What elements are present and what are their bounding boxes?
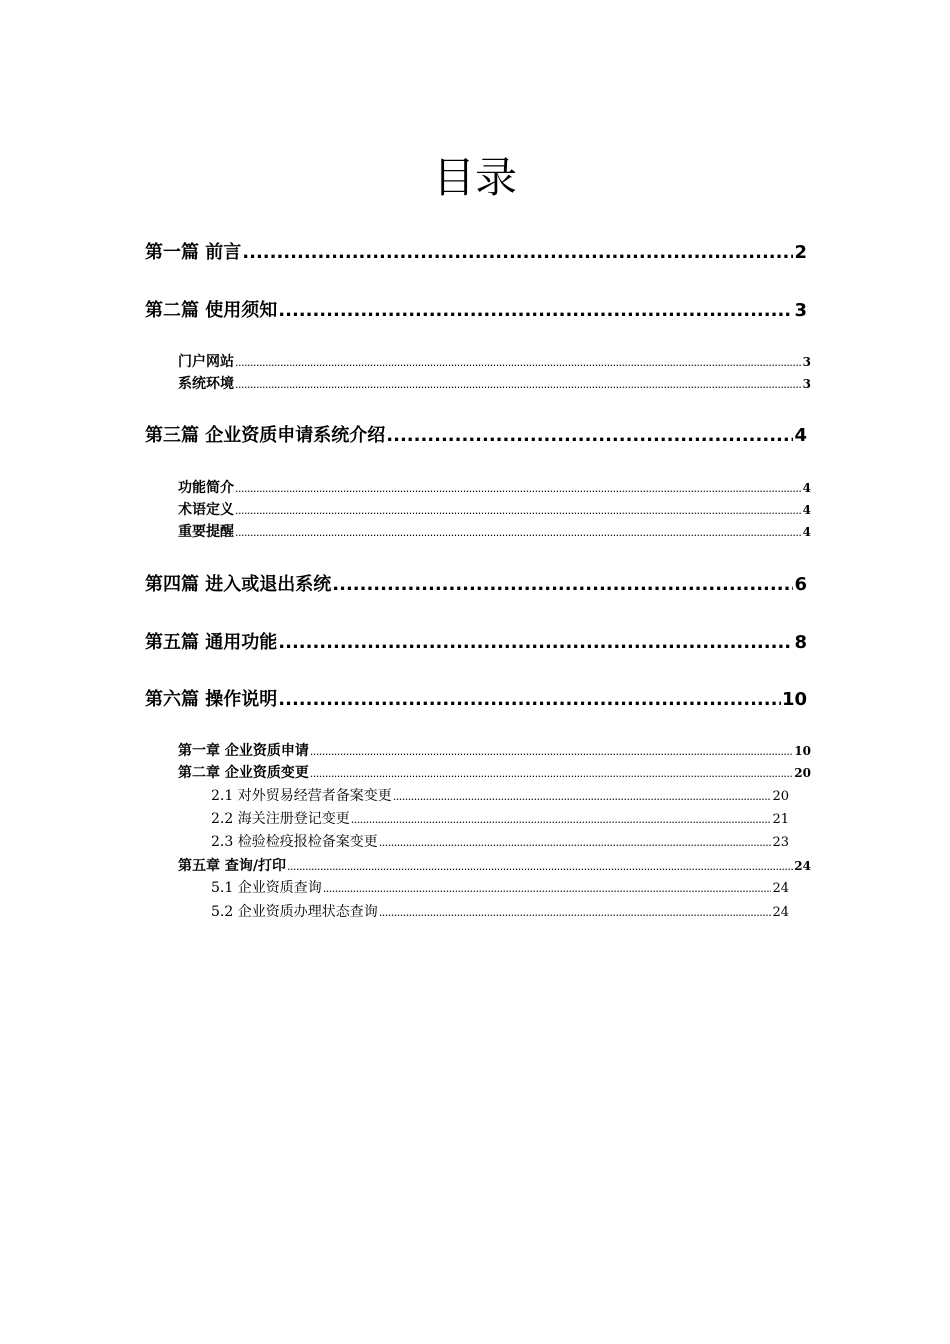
dot-leader [332,573,793,597]
toc-entry-part-3[interactable] [145,424,807,448]
dot-leader [235,353,802,373]
dot-leader [351,809,772,831]
toc-entry-page: 2 [794,242,807,263]
dot-leader [242,241,793,265]
toc-entry-page: 8 [794,632,807,653]
toc-entry-portal[interactable] [178,352,811,372]
toc-entry-section-2-1[interactable] [211,785,789,807]
toc-entry-features[interactable] [178,478,811,498]
dot-leader [379,902,772,924]
toc-entry-page: 24 [772,905,789,920]
toc-entry-page: 4 [802,503,811,517]
toc-entry-section-2-2[interactable] [211,808,789,830]
toc-entry-page: 4 [802,525,811,539]
dot-leader [235,501,802,521]
toc-entry-part-6[interactable] [145,688,807,712]
toc-entry-label: 第一章 企业资质申请 [178,743,309,759]
toc-entry-label: 术语定义 [178,502,234,518]
dot-leader [235,523,802,543]
toc-title: 目录 [432,153,517,202]
dot-leader [278,688,781,712]
toc-entry-label: 2.3 检验检疫报检备案变更 [211,834,378,850]
dot-leader [310,764,793,784]
toc-entry-reminders[interactable] [178,522,811,542]
toc-entry-page: 10 [794,744,811,758]
toc-entry-label: 门户网站 [178,354,234,370]
toc-entry-page: 3 [802,355,811,369]
toc-entry-label: 功能简介 [178,480,234,496]
toc-entry-page: 10 [781,689,807,710]
toc-entry-page: 3 [794,300,807,321]
toc-entry-label: 第六篇 操作说明 [145,689,278,710]
toc-entry-page: 24 [794,859,811,873]
dot-leader [393,786,772,808]
toc-entry-label: 第一篇 前言 [145,242,242,263]
dot-leader [379,832,772,854]
toc-entry-label: 第二章 企业资质变更 [178,765,309,781]
dot-leader [287,857,793,877]
toc-entry-label: 5.1 企业资质查询 [211,880,322,896]
toc-entry-part-5[interactable] [145,631,807,655]
toc-entry-environment[interactable] [178,374,811,394]
toc-entry-page: 21 [772,812,789,827]
toc-entry-part-1[interactable] [145,241,807,265]
toc-entry-chapter-1[interactable] [178,741,811,761]
toc-entry-page: 20 [794,766,811,780]
toc-entry-section-5-2[interactable] [211,901,789,923]
toc-entry-section-5-1[interactable] [211,877,789,899]
toc-entry-label: 第三篇 企业资质申请系统介绍 [145,425,386,446]
toc-entry-page: 6 [794,574,807,595]
toc-entry-chapter-2[interactable] [178,763,811,783]
toc-entry-label: 2.2 海关注册登记变更 [211,811,350,827]
dot-leader [310,742,793,762]
toc-entry-label: 第四篇 进入或退出系统 [145,574,332,595]
toc-entry-page: 24 [772,881,789,896]
dot-leader [323,878,772,900]
toc-entry-label: 第五章 查询/打印 [178,858,286,874]
toc-entry-label: 5.2 企业资质办理状态查询 [211,904,378,920]
toc-entry-label: 系统环境 [178,376,234,392]
toc-entry-page: 20 [772,789,789,804]
toc-entry-label: 2.1 对外贸易经营者备案变更 [211,788,392,804]
toc-entry-part-4[interactable] [145,573,807,597]
toc-entry-section-2-3[interactable] [211,831,789,853]
toc-entry-page: 4 [802,481,811,495]
toc-entry-page: 23 [772,835,789,850]
toc-entry-label: 第二篇 使用须知 [145,300,278,321]
toc-entry-page: 3 [802,377,811,391]
dot-leader [235,479,802,499]
toc-entry-terms[interactable] [178,500,811,520]
toc-entry-label: 重要提醒 [178,524,234,540]
toc-entry-part-2[interactable] [145,299,807,323]
toc-entry-page: 4 [794,425,807,446]
dot-leader [278,299,793,323]
dot-leader [278,631,793,655]
dot-leader [386,424,793,448]
toc-entry-label: 第五篇 通用功能 [145,632,278,653]
toc-entry-chapter-5[interactable] [178,856,811,876]
dot-leader [235,375,802,395]
